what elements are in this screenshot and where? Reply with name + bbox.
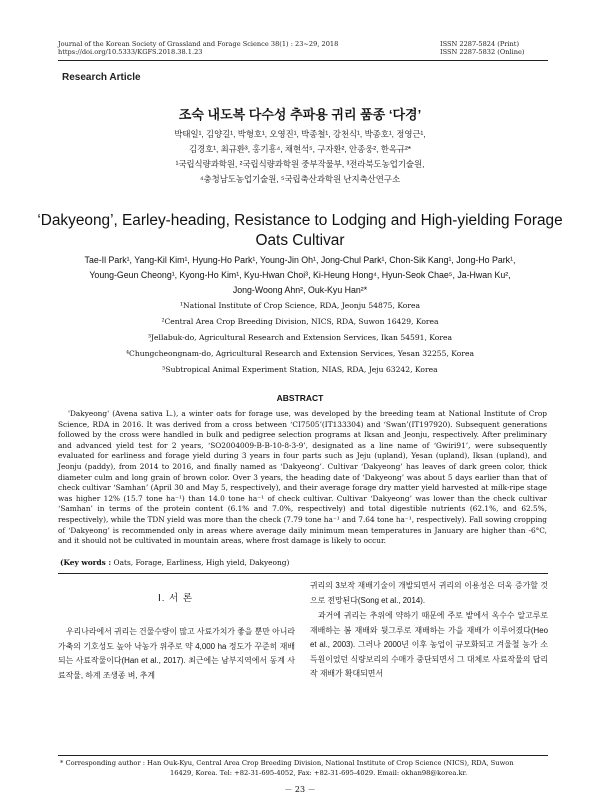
header-rule xyxy=(58,60,548,61)
korean-affiliations-line-2: ⁴충청남도농업기술원, ⁵국립축산과학원 난지축산연구소 xyxy=(199,174,401,184)
corresponding-author-line-2: 16429, Korea. Tel: +82-31-695-4052, Fax: +82-31-695-4029. Email: okhan98@korea.kr. xyxy=(170,769,468,777)
abstract-rule xyxy=(58,573,548,574)
corresponding-author-line-1: * Corresponding author : Han Ouk-Kyu, Central Area Crop Breeding Division, National Institute of Crop Science (NICS), RDA, Suwon xyxy=(60,759,514,767)
english-authors-line-2: Young-Geun Cheong¹, Kyong-Ho Kim¹, Kyu-Hwan Choi³, Ki-Heung Hong⁴, Hyun-Seok Chae⁵, Ja-Hwan Ku², xyxy=(89,270,511,280)
keywords xyxy=(60,558,540,568)
keywords-list: Oats, Forage, Earliness, High yield, Dakyeong) xyxy=(113,558,290,567)
article-type-label: Research Article xyxy=(62,72,141,83)
abstract-heading: ABSTRACT xyxy=(276,393,324,403)
english-authors-line-3: Jong-Woong Ahn², Ouk-Kyu Han²* xyxy=(232,285,368,295)
affiliation-3: ³Jellabuk-do, Agricultural Research and Extension Services, Ikan 54591, Korea xyxy=(147,333,453,342)
affiliation-2: ²Central Area Crop Breeding Division, NICS, RDA, Suwon 16429, Korea xyxy=(161,317,439,326)
english-title-line-1: ‘Dakyeong’, Earley-heading, Resistance to Lodging and High-yielding Forage xyxy=(37,212,563,229)
affiliation-1: ¹National Institute of Crop Science, RDA, Jeonju 54875, Korea xyxy=(179,301,421,310)
abstract-text: 'Dakyeong' (Avena sativa L.), a winter oats for forage use, was developed by the breeding team at National Institute of Crop Science, RDA in 2016. It was derived from a cross between ‘CI7505’(IT133304) and ‘Swan’(IT197920). Subsequent generations followed by the cross were handled in bulk and pedigree selection programs at Iksan and Jeonju, respectively. After preliminary and advanced yield test for 2 years, ‘SO2004009-B-B-10-8-3-9’, designated as a line name of ‘Gwiri91’, were subsequently evaluated for earliness and forage yield during 3 years in four parts such as Jeju (upland), Yesan (upland), Iksan (upland), and Jeonju (paddy), from 2014 to 2016, and finally named as ‘Dakyeong’. Cultivar ‘Dakyeong’ has leaves of dark green color, thick diameter culm and long grain of brown color. Over 3 years, the heading date of ‘Dakyeong’ was about 5 days earlier than that of check cultivar ‘Samhan’ (April 30 and May 5, respectively), and their average forage dry matter yield harvested at milk-ripe stage was higher 12% (15.7 tone ha⁻¹) than 14.0 tone ha⁻¹ of check cultivar. Cultivar ‘Dakyeong’ was lower than the check cultivar ‘Samhan’ in terms of the protein content (6.1% and 7.0%, respectively) and total digestible nutrients (62.1%, and 62.5%, respectively), while the TDN yield was more than the check (7.79 tone ha⁻¹ and 7.64 tone ha⁻¹, respectively). Fall sowing cropping of ‘Dakyeong’ is recommended only in areas where average daily minimum mean temperatures in January are higher than -6°C, and it should not be cultivated in mountain areas, where frost damage is likely to occur. xyxy=(58,409,547,546)
intro-paragraph-left: 우리나라에서 귀리는 건물수량이 많고 사료가치가 좋을 뿐만 아니라 가축의 기호성도 높아 낙농가 위주로 약 4,000 ha 정도가 꾸준히 재배되는 사료작물이다(Han et al., 2017). 최근에는 남부지역에서 동계 사료작물, 하계 조생종 벼, 추계 xyxy=(58,627,295,680)
journal-citation: Journal of the Korean Society of Grassland and Forage Science 38(1) : 23~29, 2018 xyxy=(58,40,339,48)
affiliation-5: ⁵Subtropical Animal Experiment Station, NIAS, RDA, Jeju 63242, Korea xyxy=(162,365,438,374)
english-authors-line-1: Tae-Il Park¹, Yang-Kil Kim¹, Hyung-Ho Park¹, Young-Jin Oh¹, Jong-Chul Park¹, Chon-Sik Kang¹, Jong-Ho Park¹, xyxy=(84,255,516,265)
issn-online: ISSN 2287-5832 (Online) xyxy=(440,48,525,56)
section-heading-introduction: Ⅰ. 서 론 xyxy=(157,593,194,604)
affiliation-4: ⁴Chungcheongnam-do, Agricultural Research and Extension Services, Yesan 32255, Korea xyxy=(126,349,474,358)
korean-authors-line-2: 김경호¹, 최규환³, 홍기흥⁴, 채현석⁵, 구자환², 안종웅², 한옥규²* xyxy=(188,144,412,154)
intro-paragraph-right-1: 귀리의 3보작 재배기술이 개발되면서 귀리의 이용성은 더욱 증가할 것으로 전망된다(Song et al., 2014). xyxy=(310,581,548,605)
korean-title: 조숙 내도복 다수성 추파용 귀리 품종 ‘다경’ xyxy=(178,107,422,122)
doi-link[interactable]: https://doi.org/10.5333/KGFS.2018.38.1.23 xyxy=(58,48,203,56)
korean-authors-line-1: 박태일¹, 김양길¹, 박형호¹, 오영진¹, 박종철¹, 강천식¹, 박종호¹, 정영근¹, xyxy=(174,129,426,139)
english-title-line-2: Oats Cultivar xyxy=(255,232,345,249)
korean-affiliations-line-1: ¹국립식량과학원, ²국립식량과학원 중부작물부, ³전라북도농업기술원, xyxy=(175,159,425,169)
issn-print: ISSN 2287-5824 (Print) xyxy=(440,40,520,48)
footnote-rule xyxy=(58,755,548,756)
intro-paragraph-right-2: 과거에 귀리는 추위에 약하기 때문에 주로 밭에서 옥수수 알고루로 재배하는 봄 재배와 뒷그루로 재배하는 가을 재배가 이루어졌다(Heo et al., 2003). 그러나 2000년 이후 농업이 규모화되고 겨울철 농가 소득원이었던 식량보리의 수매가 중단되면서 그 대체로 사료작물의 답리작 재배가 확대되면서 xyxy=(310,611,548,679)
page-number: － 23 － xyxy=(284,785,316,794)
keywords-label: (Key words : xyxy=(60,558,112,567)
